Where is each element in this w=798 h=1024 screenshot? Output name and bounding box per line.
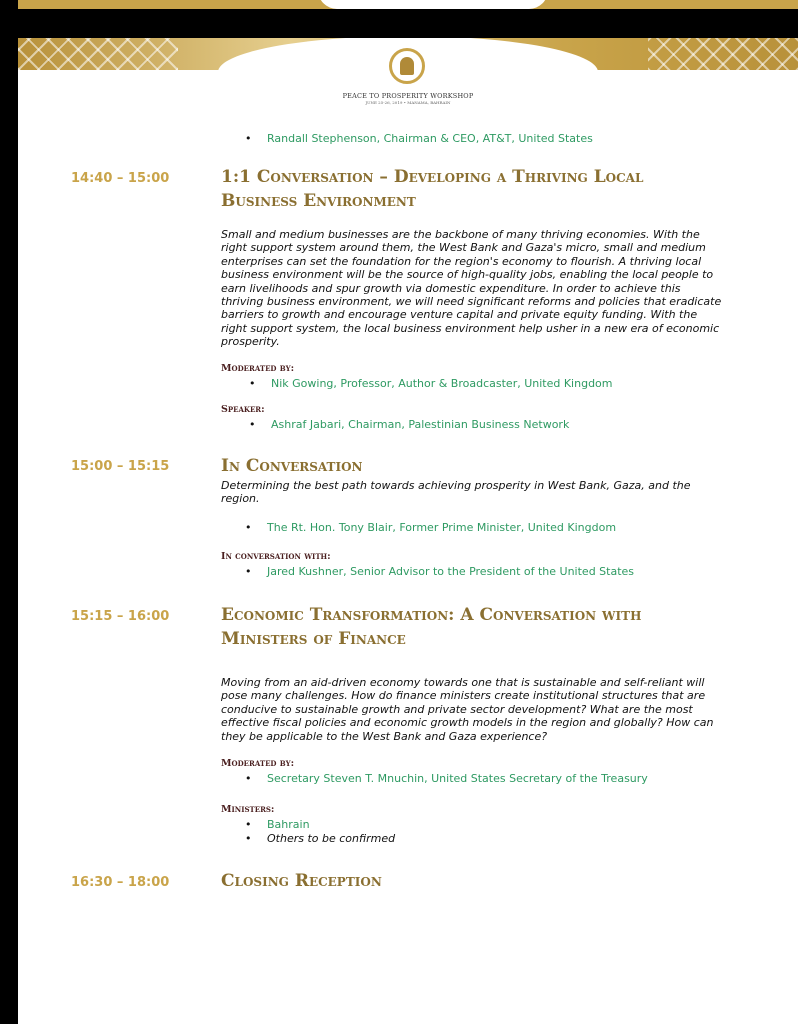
logo-subtitle: JUNE 25-26, 2019 • MANAMA, BAHRAIN <box>365 100 451 105</box>
workshop-logo-icon <box>389 48 425 84</box>
lattice-pattern-left <box>18 38 178 70</box>
speaker-item: • The Rt. Hon. Tony Blair, Former Prime Minister, United Kingdom <box>267 521 616 534</box>
session-description: Moving from an aid-driven economy towards one that is sustainable and self-reliant will pose many challenges. How do finance ministers create institutional structures that are conducive to sustainable growth and private sector development? What are the most effective fiscal policies and economic growth models in the region and globally? How can they be applicable to the West Bank and Gaza experience? <box>221 676 714 743</box>
session-description: Determining the best path towards achieving prosperity in West Bank, Gaza, and the region. <box>221 479 691 506</box>
session-title <box>221 869 741 893</box>
speaker-list-item: • Randall Stephenson, Chairman & CEO, AT&T, United States <box>267 132 593 145</box>
session-title-line: Closing Reception <box>221 871 382 891</box>
minister-item: • Others to be confirmed <box>267 832 395 845</box>
session-title <box>221 603 741 651</box>
ministers-label: Ministers: <box>221 804 275 815</box>
session-title-line: In Conversation <box>221 456 363 476</box>
session-title <box>221 454 741 478</box>
session-time: 15:15 – 16:00 <box>71 609 170 624</box>
session-time: 15:00 – 15:15 <box>71 459 170 474</box>
moderator-item: • Secretary Steven T. Mnuchin, United States Secretary of the Treasury <box>267 772 648 785</box>
document-page <box>18 38 798 1024</box>
session-title-line: Economic Transformation: A Conversation with <box>221 605 642 625</box>
session-title-line: Ministers of Finance <box>221 629 406 649</box>
moderator-item: • Nik Gowing, Professor, Author & Broadcaster, United Kingdom <box>271 377 613 390</box>
session-time: 16:30 – 18:00 <box>71 875 170 890</box>
speaker-item: • Ashraf Jabari, Chairman, Palestinian Business Network <box>271 418 569 431</box>
moderator-label: Moderated by: <box>221 363 295 374</box>
session-title-line: Business Environment <box>221 191 416 211</box>
speaker-item: • Jared Kushner, Senior Advisor to the President of the United States <box>267 565 634 578</box>
top-decorative-strip <box>18 0 798 9</box>
moderator-label: Moderated by: <box>221 758 295 769</box>
session-time: 14:40 – 15:00 <box>71 171 170 186</box>
conversation-label: In conversation with: <box>221 551 331 562</box>
lattice-pattern-right <box>648 38 798 70</box>
speaker-label: Speaker: <box>221 404 265 415</box>
session-title <box>221 165 741 213</box>
logo-title: PEACE TO PROSPERITY WORKSHOP <box>342 92 474 100</box>
minister-item: • Bahrain <box>267 818 310 831</box>
session-title-line: 1:1 Conversation – Developing a Thriving Local <box>221 167 644 187</box>
session-description: Small and medium businesses are the backbone of many thriving economies. With the right support system around them, the West Bank and Gaza's micro, small and medium enterprises can set the foundation for the region's economy to flourish. A thriving local business environment will be the source of high-quality jobs, enabling the local people to earn livelihoods and spur growth via domestic expenditure. In order to achieve this thriving business environment, we will need significant reforms and policies that eradicate barriers to growth and encourage venture capital and private equity funding. With the right support system, the local business environment help usher in a new era of economic prosperity. <box>221 228 722 349</box>
